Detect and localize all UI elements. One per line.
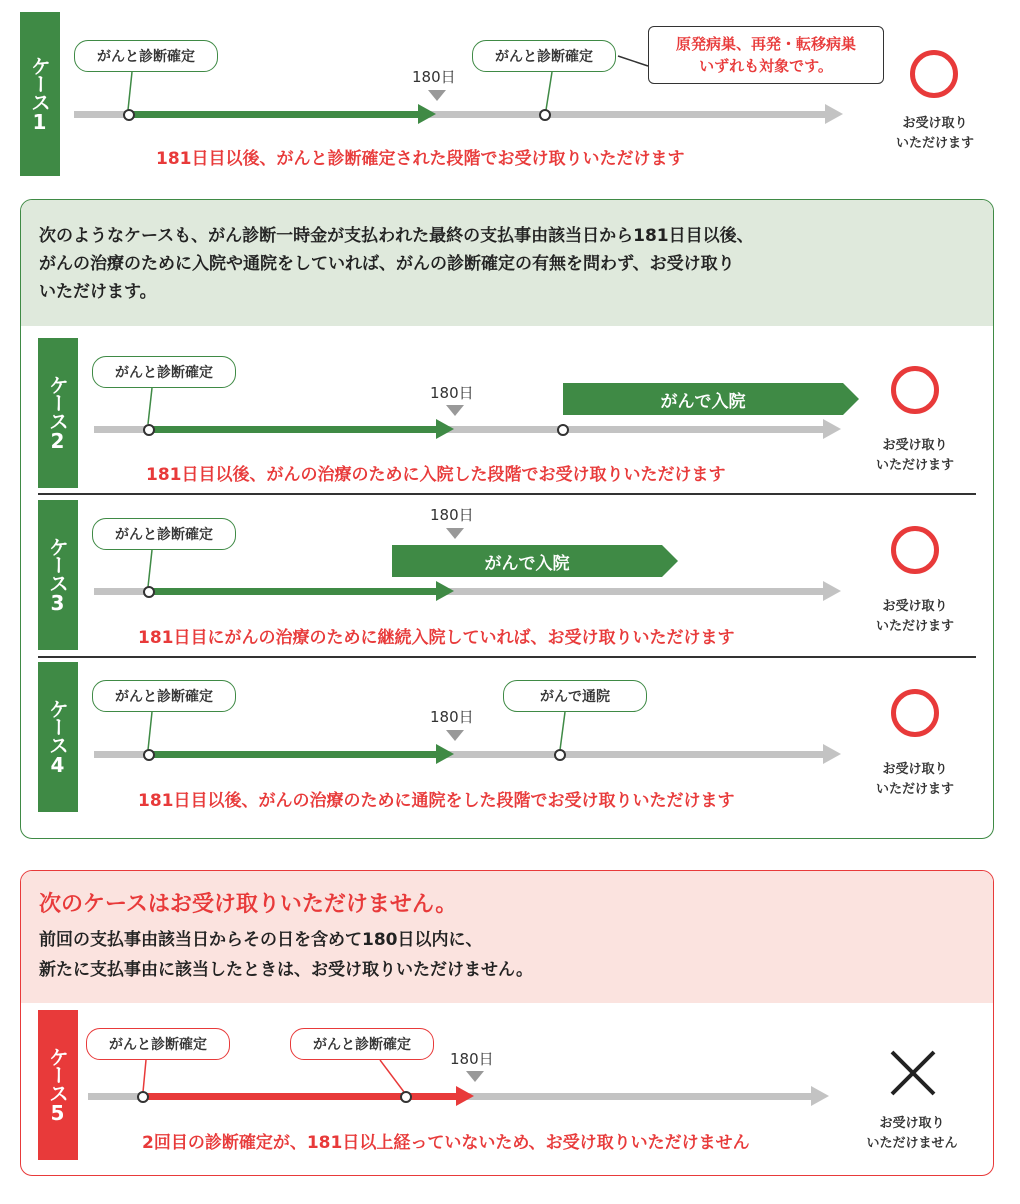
case5-day180-marker bbox=[466, 1071, 484, 1082]
green-header-line1: 次のようなケースも、がん診断一時金が支払われた最終の支払事由該当日から181日目以後、 bbox=[39, 226, 754, 246]
case1-tag: ケース1 bbox=[20, 12, 60, 176]
case4-outpatient-bubble: がんで通院 bbox=[503, 680, 647, 712]
case2-hospital-banner: がんで入院 bbox=[563, 383, 843, 415]
case5-point-1 bbox=[137, 1091, 149, 1103]
case1-callout-line1: 原発病巣、再発・転移病巣 bbox=[675, 35, 856, 53]
case5-result bbox=[850, 1114, 974, 1154]
case2-result-line2: いただけます bbox=[875, 458, 954, 473]
case5-tag: ケース5 bbox=[38, 1010, 78, 1160]
case5-day180-label: 180日 bbox=[450, 1050, 494, 1068]
case3-day180-label: 180日 bbox=[430, 506, 474, 524]
green-header-line3: いただけます。 bbox=[39, 282, 157, 302]
case2-note: 181日目以後、がんの治療のために入院した段階でお受け取りいただけます bbox=[146, 465, 726, 485]
case1-result-line1: お受け取り bbox=[902, 116, 968, 131]
case5-result-line2: いただけません bbox=[866, 1136, 958, 1151]
case3-result-line2: いただけます bbox=[875, 619, 954, 634]
case1-day180-label: 180日 bbox=[412, 68, 456, 86]
case5-timeline-gray-arrowhead bbox=[811, 1086, 829, 1106]
red-section-body-line1: 前回の支払事由該当日からその日を含めて180日以内に、 bbox=[39, 930, 483, 950]
case1-diagnosis-bubble-1: がんと診断確定 bbox=[74, 40, 218, 72]
case3-hospital-banner: がんで入院 bbox=[392, 545, 662, 577]
case2-day180-label: 180日 bbox=[430, 384, 474, 402]
case4-diagnosis-bubble: がんと診断確定 bbox=[92, 680, 236, 712]
case1-note: 181日目以後、がんと診断確定された段階でお受け取りいただけます bbox=[156, 149, 685, 169]
case3-diagnosis-bubble: がんと診断確定 bbox=[92, 518, 236, 550]
case5-diagnosis-bubble-1: がんと診断確定 bbox=[86, 1028, 230, 1060]
case5-result-line1: お受け取り bbox=[879, 1116, 945, 1131]
case3-result-line1: お受け取り bbox=[882, 599, 948, 614]
case3-tag: ケース3 bbox=[38, 500, 78, 650]
case2-diagnosis-bubble: がんと診断確定 bbox=[92, 356, 236, 388]
case1-diagnosis-bubble-2: がんと診断確定 bbox=[472, 40, 616, 72]
case1-callout-line2: いずれも対象です。 bbox=[699, 57, 833, 75]
case4-day180-label: 180日 bbox=[430, 708, 474, 726]
case5-note: 2回目の診断確定が、181日以上経っていないため、お受け取りいただけません bbox=[142, 1133, 750, 1153]
case5-timeline-red-arrowhead bbox=[456, 1086, 474, 1106]
case2-tag: ケース2 bbox=[38, 338, 78, 488]
case4-result-line2: いただけます bbox=[875, 782, 954, 797]
red-section-body-line2: 新たに支払事由に該当したときは、お受け取りいただけません。 bbox=[39, 960, 534, 980]
case4-result-line1: お受け取り bbox=[882, 762, 948, 777]
case3-note: 181日目にがんの治療のために継続入院していれば、お受け取りいただけます bbox=[138, 628, 735, 648]
red-section-title: 次のケースはお受け取りいただけません。 bbox=[39, 892, 458, 917]
case5-ng-cross-icon bbox=[888, 1048, 938, 1098]
case4-note: 181日目以後、がんの治療のために通院をした段階でお受け取りいただけます bbox=[138, 791, 735, 811]
case5-point-2 bbox=[400, 1091, 412, 1103]
case5-diagnosis-bubble-2: がんと診断確定 bbox=[290, 1028, 434, 1060]
case1-result-line2: いただけます bbox=[895, 136, 974, 151]
case4-tag: ケース4 bbox=[38, 662, 78, 812]
case2-result-line1: お受け取り bbox=[882, 438, 948, 453]
green-header-line2: がんの治療のために入院や通院をしていれば、がんの診断確定の有無を問わず、お受け取り bbox=[39, 254, 735, 274]
